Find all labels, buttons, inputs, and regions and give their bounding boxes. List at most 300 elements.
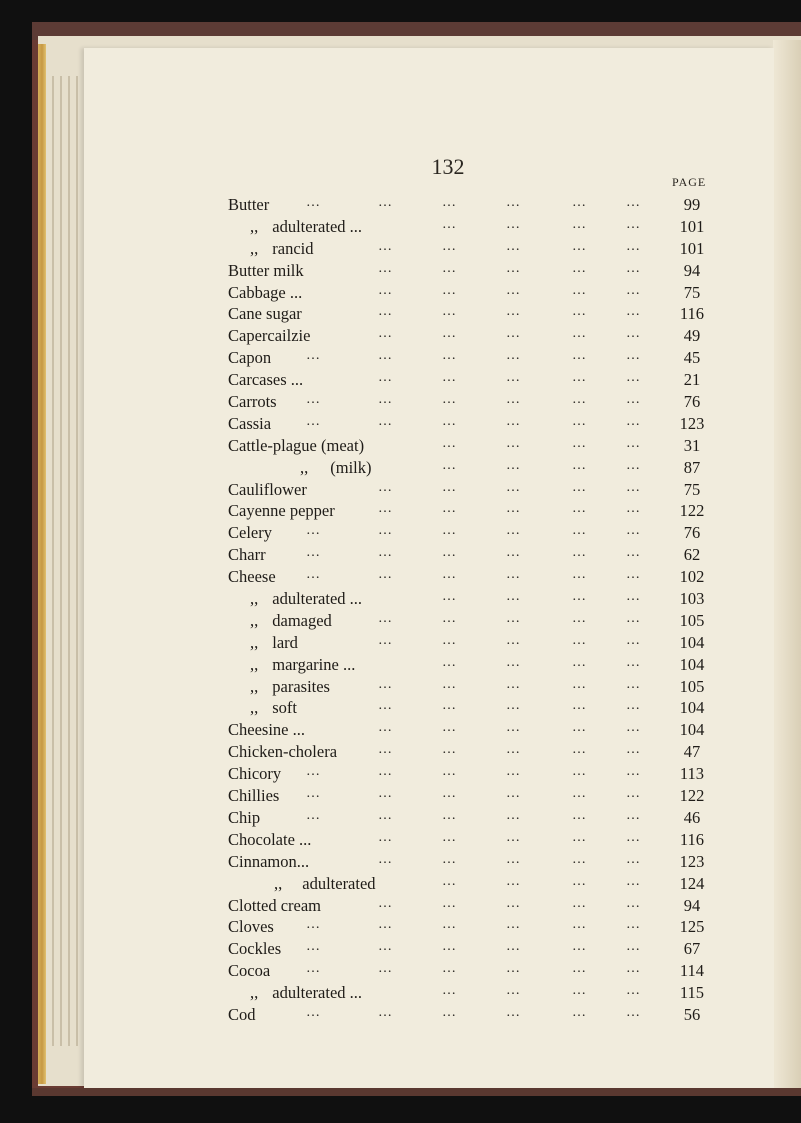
leader-dots: … — [306, 786, 320, 802]
leader-dots: … — [572, 983, 586, 999]
index-entry-text — [274, 873, 376, 895]
leader-dots: … — [506, 392, 520, 408]
leader-dots: … — [306, 523, 320, 539]
leader-dots: … — [506, 195, 520, 210]
book-cover-bottom-edge — [32, 1088, 801, 1096]
index-entry-text — [228, 325, 310, 347]
index-entry-text — [228, 303, 302, 325]
leader-dots: … — [442, 895, 456, 911]
leader-dots: … — [626, 413, 640, 429]
leader-dots: … — [378, 348, 392, 364]
page-number: 132 — [431, 154, 465, 179]
leader-dots: … — [442, 501, 456, 517]
leader-dots: … — [572, 829, 586, 845]
index-page-number: 116 — [679, 304, 705, 324]
leader-dots: … — [378, 545, 392, 561]
leader-dots: … — [506, 523, 520, 539]
leader-dots: … — [572, 216, 586, 232]
right-page-edge — [773, 40, 801, 1090]
index-entry — [228, 982, 718, 1004]
leader-dots: … — [572, 304, 586, 320]
index-page-number: 122 — [679, 786, 705, 806]
leader-dots: … — [572, 807, 586, 823]
leader-dots: … — [442, 589, 456, 605]
index-term: Cane sugar — [228, 304, 302, 324]
leader-dots: … — [506, 545, 520, 561]
leader-dots: … — [626, 216, 640, 232]
index-page-number: 116 — [679, 829, 705, 849]
leader-dots: … — [442, 260, 456, 276]
index-entry-text — [228, 960, 270, 982]
leader-dots: … — [626, 698, 640, 714]
index-term: soft — [272, 698, 297, 718]
index-term: Chillies — [228, 786, 280, 806]
index-term: Cattle-plague (meat) — [228, 435, 365, 455]
index-entry — [228, 960, 718, 982]
leader-dots: … — [306, 807, 320, 823]
index-page-number: 104 — [679, 632, 705, 652]
index-entry — [228, 1004, 718, 1026]
leader-dots: … — [572, 961, 586, 977]
leader-dots: … — [442, 742, 456, 758]
index-entry-text — [228, 500, 335, 522]
index-entry-text — [250, 632, 298, 654]
leader-dots: … — [506, 501, 520, 517]
leader-dots: … — [378, 260, 392, 276]
leader-dots: … — [626, 983, 640, 999]
leader-dots: … — [572, 917, 586, 933]
index-page-number: 104 — [679, 698, 705, 718]
leader-dots: … — [626, 501, 640, 517]
leader-dots: … — [626, 479, 640, 495]
leader-dots: … — [378, 195, 392, 210]
index-entry — [228, 522, 718, 544]
gilt-page-edge — [38, 44, 46, 1084]
leader-dots: … — [306, 413, 320, 429]
leader-dots: … — [572, 698, 586, 714]
leader-dots: … — [442, 851, 456, 867]
index-page-number: 56 — [683, 1004, 701, 1024]
leader-dots: … — [442, 326, 456, 342]
index-page-number: 105 — [679, 676, 705, 696]
leader-dots: … — [626, 195, 640, 210]
index-entry-text — [228, 347, 271, 369]
leader-dots: … — [506, 742, 520, 758]
index-entry-text — [250, 588, 362, 610]
leader-dots: … — [626, 654, 640, 670]
index-term: adulterated ... — [272, 983, 363, 1003]
leader-dots: … — [306, 348, 320, 364]
index-entry — [228, 457, 718, 479]
leader-dots: … — [506, 851, 520, 867]
index-page-number: 75 — [683, 479, 701, 499]
index-entry — [228, 391, 718, 413]
index-term: parasites — [272, 676, 330, 696]
leader-dots: … — [506, 326, 520, 342]
index-page-number: 76 — [683, 523, 701, 543]
index-entry-text — [228, 1004, 256, 1026]
leader-dots: … — [442, 961, 456, 977]
index-term: Carrots — [228, 392, 277, 412]
leader-dots: … — [572, 260, 586, 276]
leader-dots: … — [442, 1004, 456, 1020]
index-page-number: 87 — [683, 457, 701, 477]
leader-dots: … — [626, 348, 640, 364]
index-entry-text — [250, 610, 332, 632]
index-term: Charr — [228, 545, 266, 565]
index-term: adulterated ... — [272, 216, 363, 236]
index-entry-text — [300, 457, 372, 479]
leader-dots: … — [506, 238, 520, 254]
leader-dots: … — [378, 698, 392, 714]
ditto-mark: ,, — [250, 610, 259, 630]
leader-dots: … — [378, 676, 392, 692]
leader-dots: … — [626, 742, 640, 758]
index-entry — [228, 194, 718, 216]
ditto-mark: ,, — [250, 983, 259, 1003]
index-entry-text — [228, 544, 266, 566]
leader-dots: … — [572, 939, 586, 955]
index-entry-text — [228, 413, 271, 435]
index-page-number: 67 — [683, 939, 701, 959]
index-page-number: 114 — [679, 961, 705, 981]
leader-dots: … — [378, 413, 392, 429]
leader-dots: … — [626, 1004, 640, 1020]
index-page-number: 99 — [683, 195, 701, 214]
leader-dots: … — [506, 413, 520, 429]
leader-dots: … — [442, 567, 456, 583]
leader-dots: … — [378, 764, 392, 780]
leader-dots: … — [506, 589, 520, 605]
leader-dots: … — [626, 370, 640, 386]
leader-dots: … — [572, 873, 586, 889]
index-entry — [228, 260, 718, 282]
index-entry — [228, 216, 718, 238]
leader-dots: … — [442, 829, 456, 845]
leader-dots: … — [572, 238, 586, 254]
index-entry — [228, 544, 718, 566]
leader-dots: … — [572, 545, 586, 561]
leader-dots: … — [506, 632, 520, 648]
leader-dots: … — [506, 370, 520, 386]
leader-dots: … — [626, 392, 640, 408]
leader-dots: … — [572, 435, 586, 451]
index-entry-text — [228, 719, 305, 741]
index-term: Cauliflower — [228, 479, 307, 499]
leader-dots: … — [306, 764, 320, 780]
leader-dots: … — [572, 457, 586, 473]
index-entry-text — [250, 676, 330, 698]
leader-dots: … — [626, 567, 640, 583]
index-entry-text — [228, 785, 279, 807]
leader-dots: … — [572, 676, 586, 692]
leader-dots: … — [626, 676, 640, 692]
leader-dots: … — [378, 392, 392, 408]
leader-dots: … — [626, 786, 640, 802]
leader-dots: … — [626, 632, 640, 648]
index-page-number: 76 — [683, 392, 701, 412]
leader-dots: … — [442, 195, 456, 210]
ditto-mark: ,, — [250, 698, 259, 718]
index-page-number: 21 — [683, 370, 701, 390]
leader-dots: … — [378, 523, 392, 539]
leader-dots: … — [306, 195, 320, 210]
index-page-number: 103 — [679, 589, 705, 609]
leader-dots: … — [572, 764, 586, 780]
ditto-mark: ,, — [250, 216, 259, 236]
leader-dots: … — [626, 939, 640, 955]
leader-dots: … — [626, 764, 640, 780]
index-term: Chicken-cholera — [228, 742, 338, 762]
index-entry-text — [228, 522, 272, 544]
index-term: Cod — [228, 1004, 256, 1024]
leader-dots: … — [442, 720, 456, 736]
index-term: margarine ... — [272, 654, 356, 674]
ditto-mark: ,, — [250, 632, 259, 652]
index-entry — [228, 719, 718, 741]
leader-dots: … — [626, 917, 640, 933]
index-entry — [228, 632, 718, 654]
index-entry-text — [228, 260, 304, 282]
leader-dots: … — [506, 873, 520, 889]
leader-dots: … — [572, 326, 586, 342]
leader-dots: … — [306, 917, 320, 933]
leader-dots: … — [506, 1004, 520, 1020]
index-entry-text — [250, 238, 313, 260]
leader-dots: … — [572, 195, 586, 210]
leader-dots: … — [506, 829, 520, 845]
index-term: lard — [272, 632, 298, 652]
index-entry-text — [228, 938, 281, 960]
index-entry — [228, 916, 718, 938]
index-entry — [228, 807, 718, 829]
index-page-number: 123 — [679, 413, 705, 433]
index-entry — [228, 938, 718, 960]
index-entry-text — [228, 479, 307, 501]
leader-dots: … — [572, 348, 586, 364]
index-entry-text — [228, 807, 260, 829]
leader-dots: … — [442, 348, 456, 364]
leader-dots: … — [442, 917, 456, 933]
leader-dots: … — [506, 435, 520, 451]
index-page-number: 47 — [683, 742, 701, 762]
index-term: Cloves — [228, 917, 274, 937]
index-page-number: 113 — [679, 764, 705, 784]
ditto-mark: ,, — [250, 654, 259, 674]
leader-dots: … — [626, 545, 640, 561]
leader-dots: … — [442, 610, 456, 626]
leader-dots: … — [572, 501, 586, 517]
leader-dots: … — [626, 720, 640, 736]
leader-dots: … — [378, 961, 392, 977]
leader-dots: … — [506, 698, 520, 714]
leader-dots: … — [572, 413, 586, 429]
index-term: Capon — [228, 348, 272, 368]
leader-dots: … — [506, 961, 520, 977]
index-entry-text — [228, 763, 281, 785]
index-term: Chicory — [228, 764, 282, 784]
leader-dots: … — [572, 479, 586, 495]
leader-dots: … — [506, 260, 520, 276]
leader-dots: … — [626, 304, 640, 320]
index-entry-text — [228, 851, 309, 873]
index-entry — [228, 676, 718, 698]
index-page-number: 123 — [679, 851, 705, 871]
leader-dots: … — [572, 610, 586, 626]
leader-dots: … — [506, 983, 520, 999]
leader-dots: … — [572, 567, 586, 583]
index-entry — [228, 347, 718, 369]
leader-dots: … — [378, 282, 392, 298]
index-entry — [228, 435, 718, 457]
index-term: Celery — [228, 523, 272, 543]
index-term: Cabbage ... — [228, 282, 303, 302]
leader-dots: … — [506, 282, 520, 298]
index-entry — [228, 697, 718, 719]
index-term: Capercailzie — [228, 326, 311, 346]
index-page-number: 101 — [679, 238, 705, 258]
leader-dots: … — [378, 786, 392, 802]
leader-dots: … — [442, 479, 456, 495]
index-entry-text — [228, 895, 321, 917]
index-page-number: 45 — [683, 348, 701, 368]
index-term: Cinnamon... — [228, 851, 310, 871]
index-entry-text — [228, 916, 274, 938]
index-page-number: 102 — [679, 567, 705, 587]
leader-dots: … — [626, 589, 640, 605]
leader-dots: … — [306, 961, 320, 977]
index-entry — [228, 566, 718, 588]
index-term: Chip — [228, 807, 261, 827]
leader-dots: … — [572, 589, 586, 605]
index-page-number: 115 — [679, 983, 705, 1003]
leader-dots: … — [442, 545, 456, 561]
ditto-mark: ,, — [250, 589, 259, 609]
leader-dots: … — [442, 654, 456, 670]
leader-dots: … — [378, 895, 392, 911]
index-entry — [228, 851, 718, 873]
leader-dots: … — [378, 304, 392, 320]
leader-dots: … — [506, 304, 520, 320]
leader-dots: … — [572, 786, 586, 802]
index-term: Cassia — [228, 413, 272, 433]
index-page-number: 104 — [679, 654, 705, 674]
index-page-number: 124 — [679, 873, 705, 893]
leader-dots: … — [378, 326, 392, 342]
leader-dots: … — [442, 435, 456, 451]
index-list — [228, 194, 718, 1026]
index-entry — [228, 763, 718, 785]
leader-dots: … — [626, 851, 640, 867]
index-page-number: 94 — [683, 260, 701, 280]
leader-dots: … — [626, 238, 640, 254]
leader-dots: … — [442, 370, 456, 386]
index-entry — [228, 369, 718, 391]
leader-dots: … — [506, 348, 520, 364]
leader-dots: … — [572, 632, 586, 648]
leader-dots: … — [626, 326, 640, 342]
leader-dots: … — [506, 216, 520, 232]
leader-dots: … — [572, 654, 586, 670]
index-page-number: 49 — [683, 326, 701, 346]
leader-dots: … — [506, 457, 520, 473]
index-entry-text — [250, 216, 362, 238]
index-entry — [228, 325, 718, 347]
leader-dots: … — [626, 961, 640, 977]
leader-dots: … — [506, 720, 520, 736]
index-page-number: 31 — [683, 435, 701, 455]
index-term: Clotted cream — [228, 895, 322, 915]
leader-dots: … — [442, 632, 456, 648]
leader-dots: … — [442, 238, 456, 254]
leader-dots: … — [626, 523, 640, 539]
leader-dots: … — [442, 413, 456, 429]
ditto-mark: ,, — [250, 238, 259, 258]
leader-dots: … — [506, 917, 520, 933]
leader-dots: … — [378, 829, 392, 845]
leader-dots: … — [506, 676, 520, 692]
leader-dots: … — [572, 720, 586, 736]
index-page-number: 122 — [679, 501, 705, 521]
leader-dots: … — [306, 392, 320, 408]
index-entry — [228, 413, 718, 435]
index-page-number: 104 — [679, 720, 705, 740]
leader-dots: … — [442, 523, 456, 539]
leader-dots: … — [506, 807, 520, 823]
index-term: Cocoa — [228, 961, 271, 981]
index-entry-text — [228, 391, 277, 413]
leader-dots: … — [506, 610, 520, 626]
leader-dots: … — [506, 654, 520, 670]
leader-dots: … — [378, 1004, 392, 1020]
leader-dots: … — [572, 392, 586, 408]
leader-dots: … — [506, 567, 520, 583]
index-term: rancid — [272, 238, 314, 258]
ditto-mark: ,, — [250, 676, 259, 696]
leader-dots: … — [442, 304, 456, 320]
index-entry-text — [228, 282, 302, 304]
index-entry-text — [228, 369, 303, 391]
index-term: adulterated — [302, 873, 376, 893]
index-page-number: 94 — [683, 895, 701, 915]
index-entry — [228, 895, 718, 917]
leader-dots: … — [572, 851, 586, 867]
page-column-heading: PAGE — [672, 175, 707, 189]
index-entry-text — [228, 435, 364, 457]
leader-dots: … — [442, 392, 456, 408]
index-entry-text — [228, 829, 311, 851]
leader-dots: … — [306, 567, 320, 583]
leader-dots: … — [572, 742, 586, 758]
leader-dots: … — [442, 282, 456, 298]
index-term: Butter milk — [228, 260, 304, 280]
index-entry — [228, 479, 718, 501]
leader-dots: … — [572, 1004, 586, 1020]
index-entry-text — [228, 566, 276, 588]
ditto-mark: ,, — [300, 457, 309, 477]
leader-dots: … — [442, 786, 456, 802]
index-term: Cockles — [228, 939, 282, 959]
leader-dots: … — [442, 216, 456, 232]
leader-dots: … — [306, 939, 320, 955]
leader-dots: … — [572, 282, 586, 298]
index-term: Chocolate ... — [228, 829, 312, 849]
leader-dots: … — [378, 567, 392, 583]
leader-dots: … — [442, 807, 456, 823]
leader-dots: … — [378, 851, 392, 867]
index-term: adulterated ... — [272, 589, 363, 609]
leader-dots: … — [378, 917, 392, 933]
